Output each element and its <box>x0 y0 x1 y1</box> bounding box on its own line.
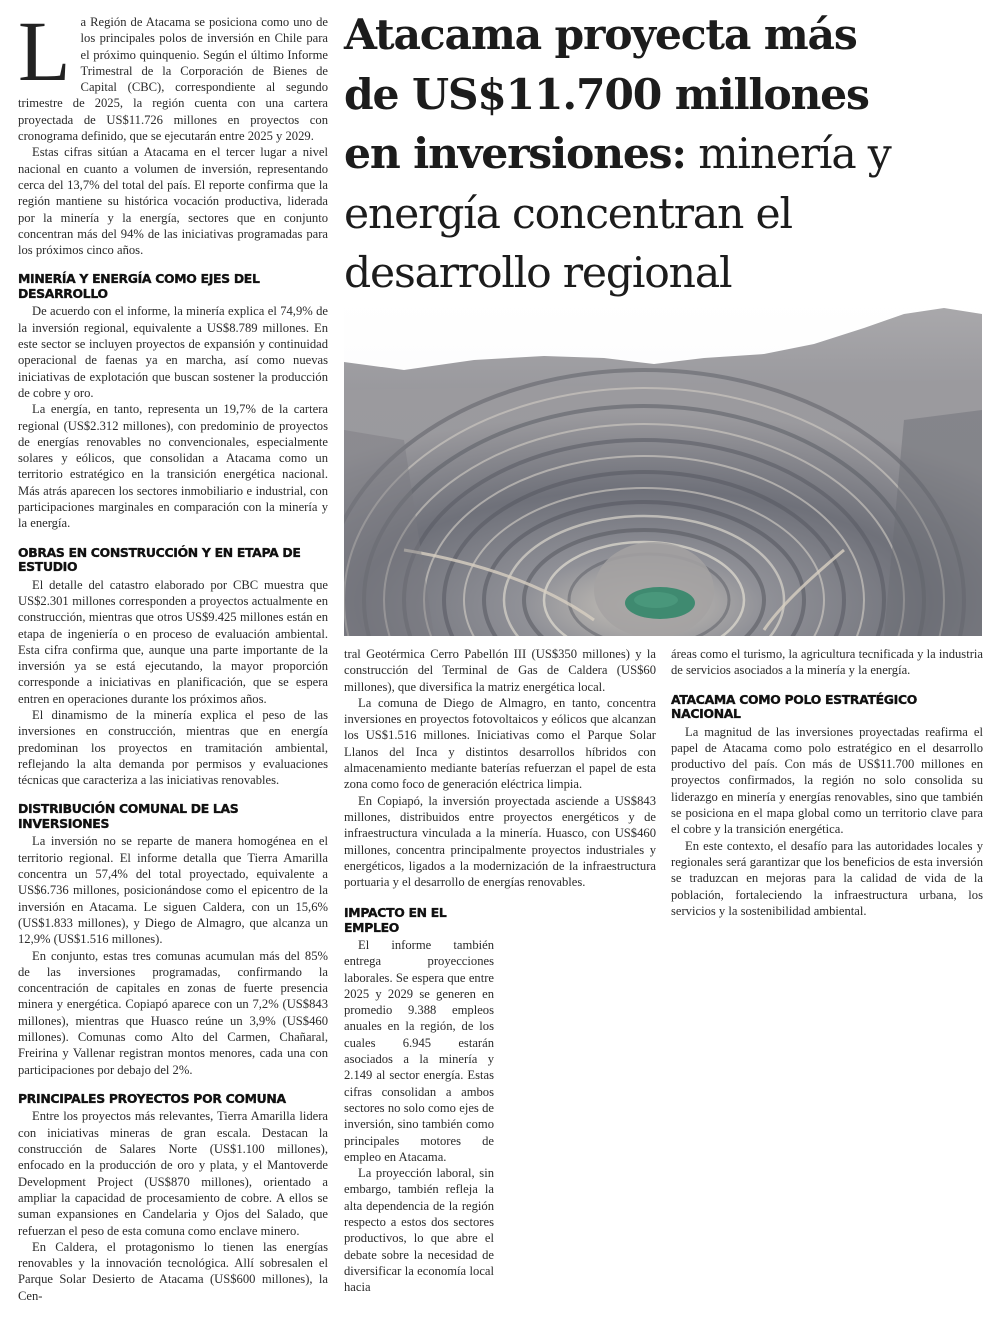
article-column-employment <box>344 906 494 1296</box>
section-paragraph: El informe también entrega proyecciones laborales. Se espera que entre 2025 y 2029 se generen en promedio 9.388 empleos anuales en la región, de los cuales 6.945 estarán asociados a la minería y 2.149 al sector energía. Estas cifras consolidan a ambos sectores no solo como ejes de inversión, sino también como principales motores de empleo en Atacama. <box>344 938 494 1164</box>
continuation-paragraph: áreas como el turismo, la agricultura tecnificada y la industria de servicios asociados a la minería y la energía. <box>671 647 983 678</box>
section-paragraph: La proyección laboral, sin embargo, también refleja la alta dependencia de la región respecto a estos dos sectores productivos, lo que abre el debate sobre la necesidad de diversificar la economía local hacia <box>344 1166 494 1295</box>
section-paragraph: La energía, en tanto, representa un 19,7% de la cartera regional (US$2.312 millones), con predominio de proyectos de energías renovables no convencionales, especialmente solares y eólicos, que consolidan a Atacama como un territorio estratégico en la transición energética nacional. Más atrás aparecen los sectores inmobiliario e industrial, con participaciones marginales en comparación con la minería y la energía. <box>18 402 328 531</box>
headline <box>344 6 904 304</box>
section-paragraph: En Caldera, el protagonismo lo tienen las energías renovables y la innovación tecnológica. Allí sobresalen el Parque Solar Desierto de Atacama (US$600 millones), la Cen- <box>18 1239 328 1303</box>
section-paragraph: Entre los proyectos más relevantes, Tierra Amarilla lidera con iniciativas mineras de gran escala. Destacan la construcción de Salares Norte (US$1.100 millones), enfocado en la producción de oro y plata, y el Mantoverde Development Project (US$870 millones), orientado a ampliar la capacidad de procesamiento de cobre. A ellos se suman expansiones en Candelaria y Ojos del Salado, que refuerzan el peso de esta comuna como enclave minero. <box>18 1109 328 1238</box>
mine-photo-icon <box>344 300 982 636</box>
headline-bold: Atacama proyecta más de US$11.700 millones en inversiones: <box>344 10 869 179</box>
intro-paragraph-2: Estas cifras sitúan a Atacama en el tercer lugar a nivel nacional en cuanto a volumen de inversión, representando cerca del 13,7% del total del país. El reporte confirma que la región mantiene su histórica vocación productiva, liderada por la minería y la energía, sectores que en conjunto concentran más del 94% de las iniciativas programadas para los próximos cinco años. <box>18 145 328 258</box>
section-heading-impacto-empleo: IMPACTO EN EL EMPLEO <box>344 905 447 935</box>
article-column-left <box>18 3 328 1304</box>
headline-light: minería y energía concentran el desarrollo regional <box>344 130 891 298</box>
section-heading-polo-estrategico: ATACAMA COMO POLO ESTRATÉGICO NACIONAL <box>671 691 917 722</box>
section-heading-obras-construccion: OBRAS EN CONSTRUCCIÓN Y EN ETAPA DE ESTUDIO <box>18 544 301 575</box>
continuation-paragraph: En Copiapó, la inversión proyectada asciende a US$843 millones, distribuidos entre proyectos energéticos y de infraestructura vinculada a la minería. Huasco, con US$460 millones, concentra principalmente proyectos industriales y energéticos, ligados a la modernización de la infraestructura portuaria y el desarrollo de energías renovables. <box>344 793 656 890</box>
intro <box>18 3 328 258</box>
section-paragraph: En conjunto, estas tres comunas acumulan más del 85% de las inversiones programadas, confirmando la concentración de capitales en zonas de fuerte presencia minera y energética. Copiapó aparece con un 7,2% (US$843 millones), mientras que Huasco reúne un 3,9% (US$460 millones). Comunas como Alto del Carmen, Chañaral, Freirina y Vallenar registran montos menores, cada una con participaciones por debajo del 2%. <box>18 948 328 1077</box>
intro-paragraph-1: a Región de Atacama se posiciona como uno de los principales polos de inversión en Chile para el próximo quinquenio. Según el último Informe Trimestral de la Corporación de Bienes de Capital (CBC), correspondiente al segundo trimestre de 2025, la región cuenta con una cartera proyectada de US$11.726 millones en proyectos con cronograma definido, que se ejecutarán entre 2025 y 2029. <box>18 15 328 144</box>
section-heading-mineria-energia: MINERÍA Y ENERGÍA COMO EJES DEL DESARROLLO <box>18 271 260 301</box>
continuation-paragraph: La comuna de Diego de Almagro, en tanto, concentra inversiones en proyectos fotovoltaicos y eólicos que alcanzan los US$1.516 millones. Iniciativas como el Parque Solar Llanos del Inca y distintos desarrollos híbridos con almacenamiento mediante baterías refuerzan el papel de esta zona como foco de generación eléctrica limpia. <box>344 695 656 792</box>
article-column-right <box>671 646 983 919</box>
open-pit-mine-photo <box>344 300 982 636</box>
section-paragraph: De acuerdo con el informe, la minería explica el 74,9% de la inversión regional, equivalente a US$8.789 millones. En este sector se incluyen proyectos de expansión y continuidad operacional de faenas ya en marcha, así como nuevas iniciativas de explotación que buscan sostener la producción de cobre y oro. <box>18 304 328 400</box>
drop-cap: L <box>18 3 71 99</box>
section-heading-distribucion-comunal: DISTRIBUCIÓN COMUNAL DE LAS INVERSIONES <box>18 801 239 831</box>
section-paragraph: En este contexto, el desafío para las autoridades locales y regionales será garantizar que los beneficios de esta inversión se traduzcan en mejoras para la calidad de vida de la población, fortaleciendo la infraestructura urbana, los servicios y la sostenibilidad ambiental. <box>671 838 983 918</box>
article-column-middle <box>344 646 656 890</box>
continuation-paragraph: tral Geotérmica Cerro Pabellón III (US$350 millones) y la construcción del Terminal de Gas de Caldera (US$60 millones), que diversifica la matriz energética local. <box>344 647 656 694</box>
section-paragraph: La inversión no se reparte de manera homogénea en el territorio regional. El informe detalla que Tierra Amarilla concentra un 57,4% del total proyectado, equivalente a US$6.736 millones, posicionándose como el epicentro de la inversión en Atacama. Le siguen Caldera, con un 15,6% (US$1.833 millones), y Diego de Almagro, que alcanza un 12,9% (US$1.516 millones). <box>18 834 328 947</box>
section-paragraph: El detalle del catastro elaborado por CBC muestra que US$2.301 millones corresponden a proyectos actualmente en construcción, mientras que otros US$9.425 millones están en etapa de ingeniería o en proceso de evaluación ambiental. Esta cifra confirma que, aunque una parte importante de la inversión ya se está ejecutando, la mayor proporción corresponde a iniciativas en planificación, que se espera entren en operaciones durante los próximos años. <box>18 577 328 706</box>
section-paragraph: La magnitud de las inversiones proyectadas reafirma el papel de Atacama como polo estratégico en el desarrollo productivo del país. Con más de US$11.700 millones en proyectos confirmados, la región no solo consolida su liderazgo en minería y energías renovables, sino que también se posiciona en el mapa global como un territorio clave para el cobre y la transición energética. <box>671 724 983 837</box>
section-paragraph: El dinamismo de la minería explica el peso de las inversiones en construcción, mientras que en energía predominan los proyectos en tramitación ambiental, reflejando la alta demanda por permisos y evaluaciones técnicas que caracteriza a las iniciativas renovables. <box>18 707 328 788</box>
section-heading-principales-proyectos: PRINCIPALES PROYECTOS POR COMUNA <box>18 1090 286 1106</box>
